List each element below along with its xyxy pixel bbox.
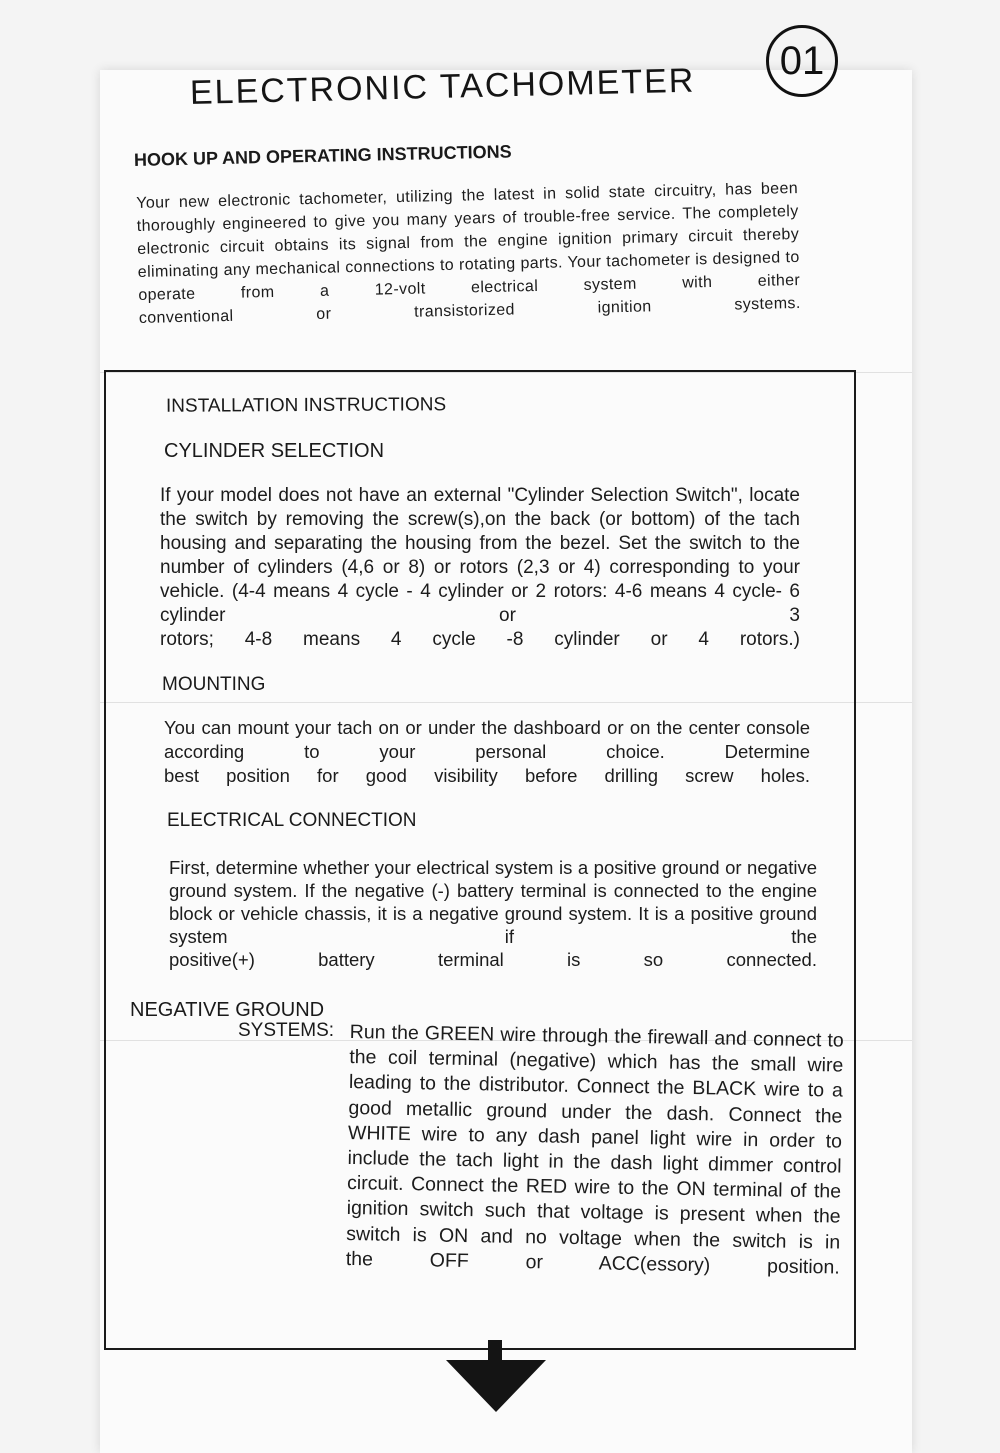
document-title: ELECTRONIC TACHOMETER [189,61,696,112]
electrical-connection-text [169,856,817,971]
intro-last-line: conventional or transistorized ignition systems. [138,294,801,327]
negative-ground-heading: NEGATIVE GROUND [130,999,325,1021]
cylinder-selection-heading: CYLINDER SELECTION [164,440,385,462]
intro-body: Your new electronic tachometer, utilizing the latest in solid state circuitry, has been thoroughly engineered to give you many years of trouble-free service. The completely electronic circuit obtains its signal from the engine ignition primary circuit thereby eliminating any mechanical connections to rotating parts. Your tachometer is designed to operate from a 12-volt electrical system with either [136,179,801,304]
mounting-heading: MOUNTING [162,674,266,695]
installation-heading: INSTALLATION INSTRUCTIONS [165,394,447,417]
mounting-body: You can mount your tach on or under the dashboard or on the center console according to your personal choice. Determine [164,717,810,762]
electrical-connection-body: First, determine whether your electrical system is a positive ground or negative ground system. If the negative (-) battery terminal is connected to the engine block or vehicle chassis, it is a negative ground system. It is a positive ground system if the [169,857,817,947]
electrical-connection-last-line: positive(+) battery terminal is so connected. [169,949,817,970]
mounting-text [164,716,810,788]
negative-ground-subheading: SYSTEMS: [238,1020,335,1041]
electrical-connection-heading: ELECTRICAL CONNECTION [167,810,417,831]
intro-text [136,177,801,330]
negative-ground-last-line: the OFF or ACC(essory) position. [345,1247,840,1279]
cylinder-selection-last-line: rotors; 4-8 means 4 cycle -8 cylinder or 4 rotors.) [160,629,800,650]
cylinder-selection-body: If your model does not have an external "Cylinder Selection Switch", locate the switch by removing the screw(s),on the back (or bottom) of the tach housing and separating the housing from the bezel. Set the switch to the number of cylinders (4,6 or 8) or rotors (2,3 or 4) corresponding to your vehicle. (4-4 means 4 cycle - 4 cylinder or 2 rotors: 4-6 means 4 cycle- 6 cylinder or 3 [160,485,800,626]
cylinder-selection-text [160,484,800,652]
mounting-last-line: best position for good visibility before drilling screw holes. [164,765,810,786]
intro-heading: HOOK UP AND OPERATING INSTRUCTIONS [133,141,512,170]
negative-ground-body: Run the GREEN wire through the firewall and connect to the coil terminal (negative) which has the small wire leading to the distributor. Connect the BLACK wire to a good metallic ground under the dash. Connect the WHITE wire to any dash panel light wire in order to include the tach light in the dash light dimmer control circuit. Connect the RED wire to the ON terminal of the ignition switch such that voltage is present when the switch is ON and no voltage when the switch is in [346,1020,844,1254]
page-number-badge: 01 [766,25,838,97]
negative-ground-text [346,1020,844,1281]
down-arrow-icon [446,1360,546,1412]
